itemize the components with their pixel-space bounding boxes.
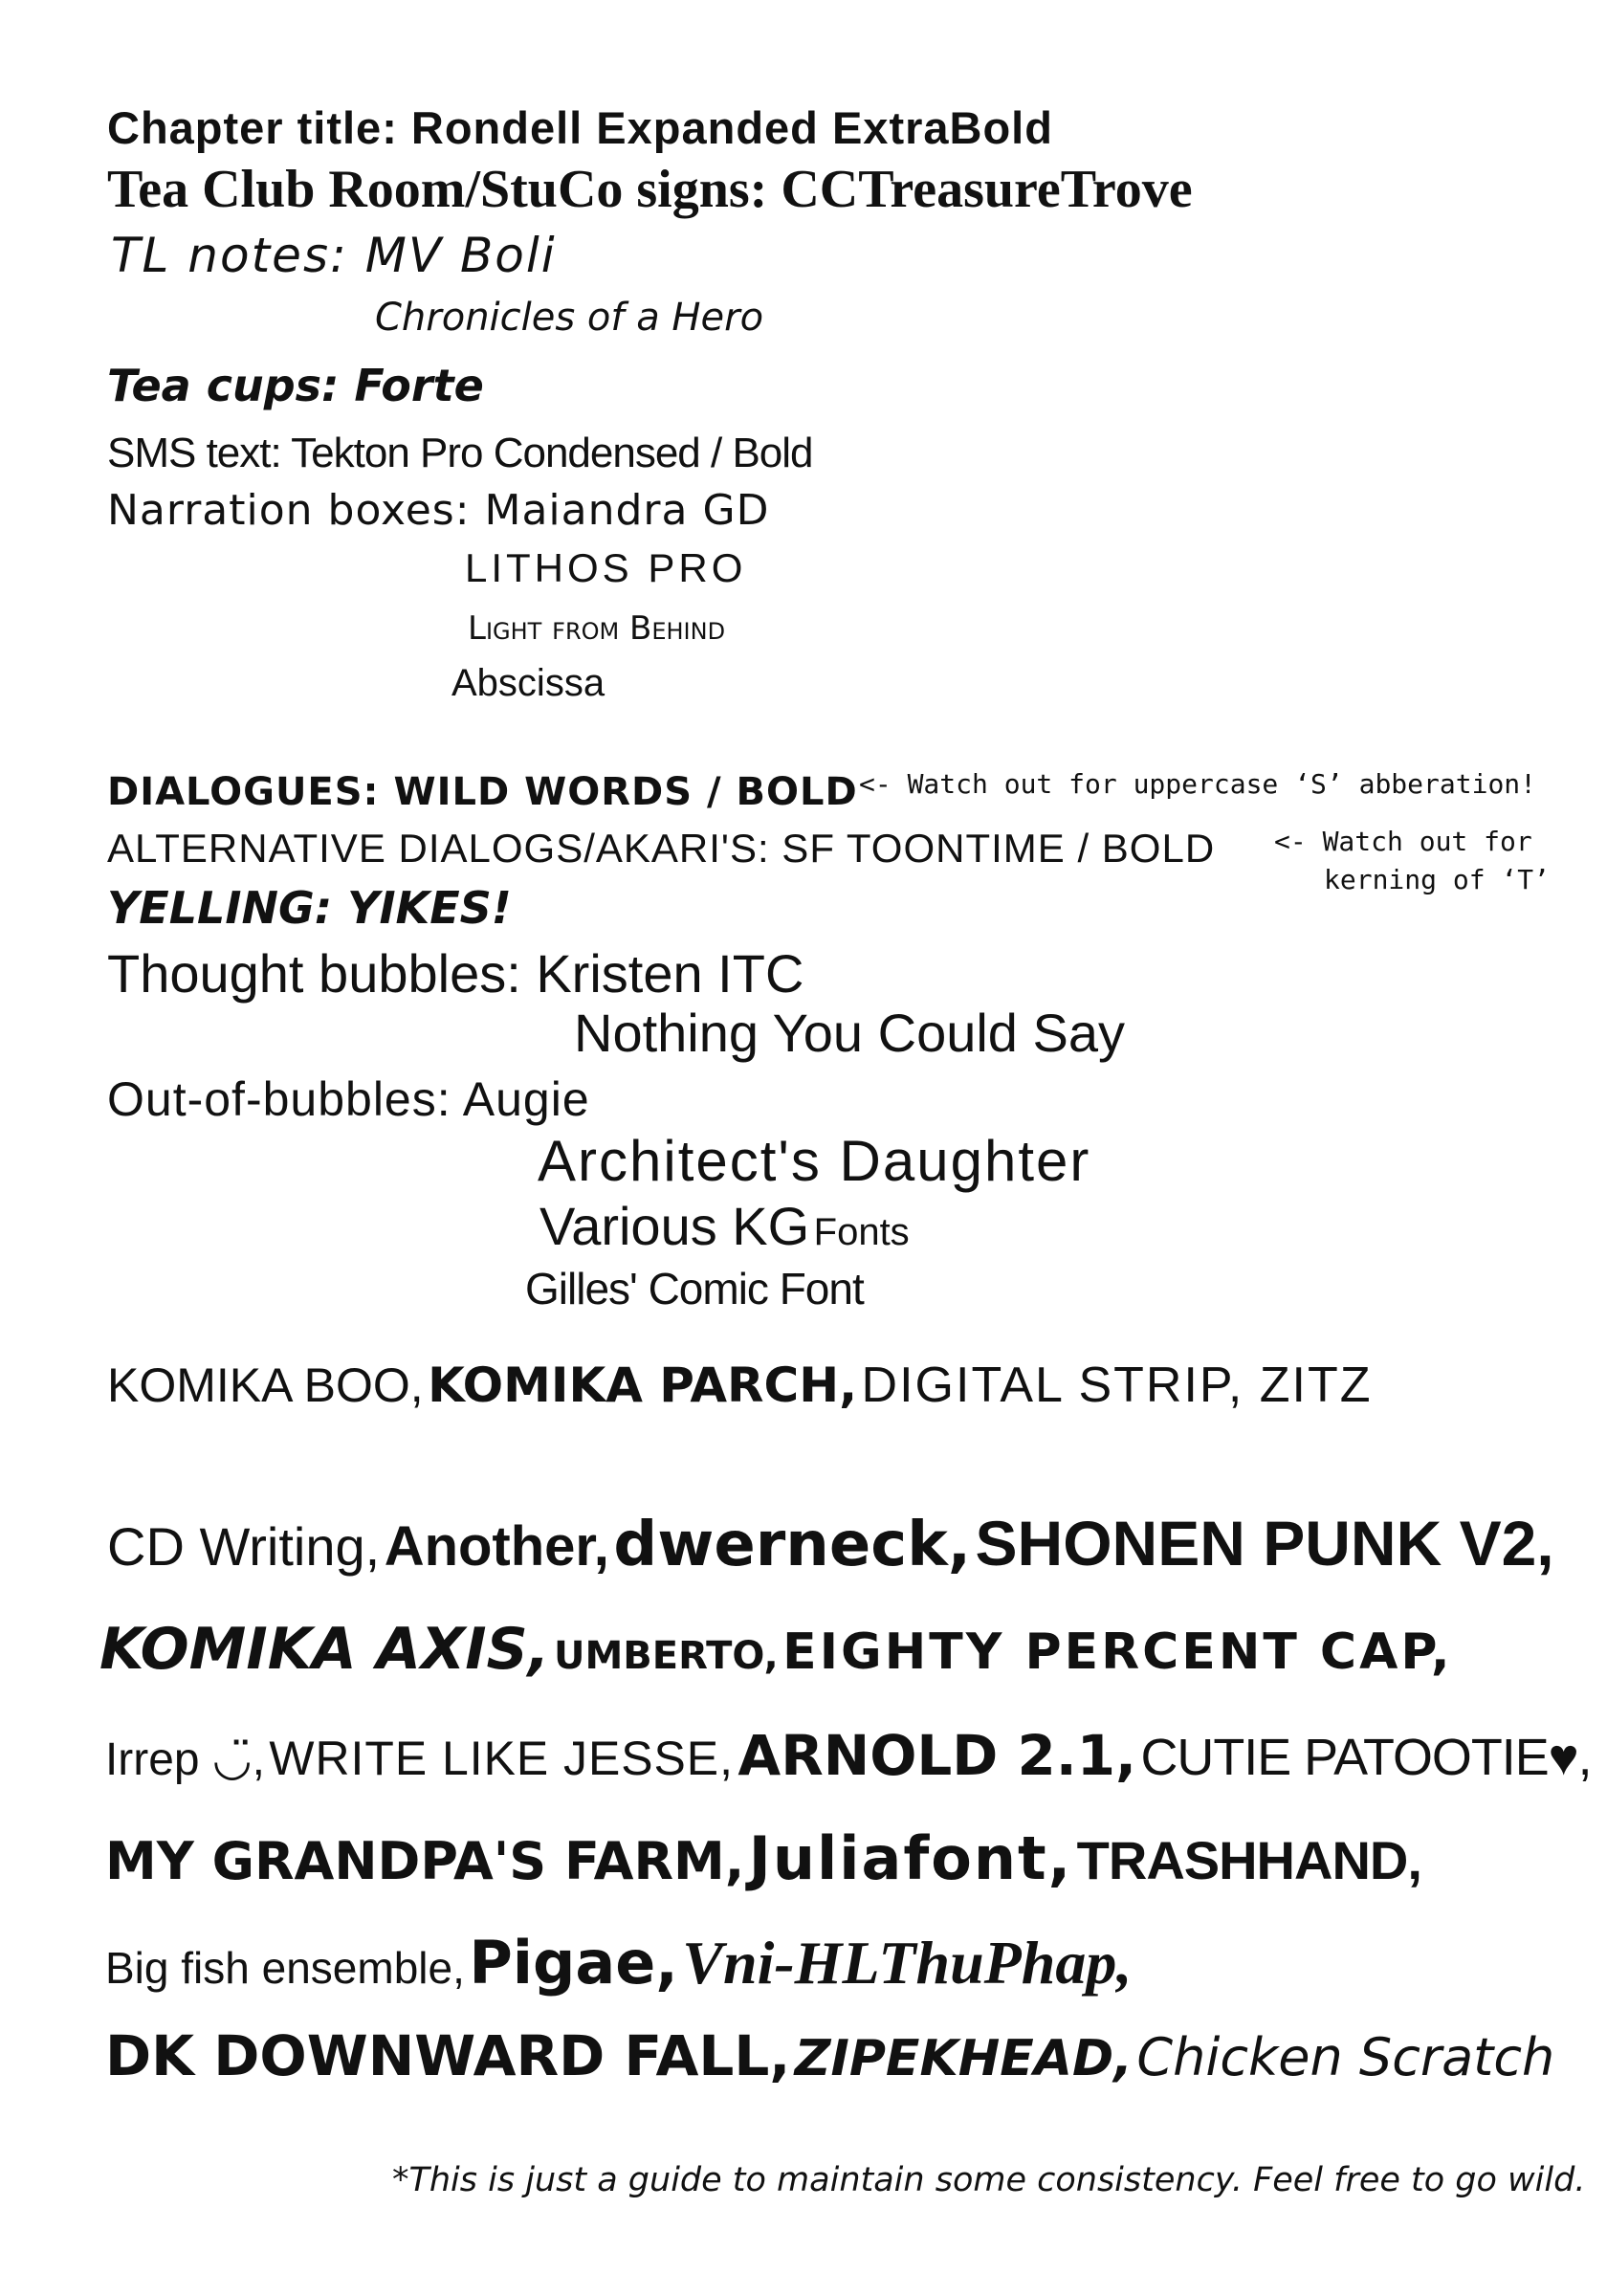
footnote: *This is just a guide to maintain some consistency. Feel free to go wild.: [392, 2161, 1586, 2199]
shonen-punk-label: SHONEN PUNK V2,: [975, 1508, 1554, 1578]
yelling-line: YELLING: YIKES!: [107, 882, 512, 934]
chronicles-of-a-hero-line: Chronicles of a Hero: [375, 296, 764, 340]
sms-text-line: SMS text: Tekton Pro Condensed / Bold: [107, 430, 813, 476]
alternative-dialogs-line: ALTERNATIVE DIALOGS/AKARI'S: SF TOONTIME / BOLD: [107, 826, 1216, 871]
umberto-label: UMBERTO,: [554, 1634, 779, 1678]
nothing-you-could-say-line: Nothing You Could Say: [574, 1003, 1125, 1063]
big-fish-ensemble-label: Big fish ensemble,: [105, 1943, 465, 1993]
arnold-label: ARNOLD 2.1,: [737, 1723, 1137, 1788]
chapter-title-line: Chapter title: Rondell Expanded ExtraBold: [107, 102, 1053, 153]
eighty-percent-cap-label: EIGHTY PERCENT CAP,: [782, 1623, 1453, 1681]
vni-hlthuphap-label: Vni-HLThuPhap,: [682, 1929, 1133, 1997]
trashhand-label: TRASHHAND,: [1076, 1830, 1421, 1890]
pigae-label: Pigae,: [469, 1928, 678, 1998]
thought-bubbles-line: Thought bubbles: Kristen ITC: [107, 943, 804, 1004]
dwerneck-label: dwerneck,: [613, 1510, 972, 1580]
architects-daughter-line: Architect's Daughter: [538, 1129, 1091, 1193]
font-row-6: [105, 2023, 1555, 2088]
alternative-dialogs-note: <- Watch out for: [1274, 826, 1532, 857]
juliafont-label: Juliafont,: [748, 1823, 1073, 1893]
various-kg-fonts-line: [539, 1196, 910, 1256]
irrep-label: Irrep ◡̈,: [105, 1734, 265, 1785]
font-row-4: [105, 1823, 1421, 1893]
dk-downward-fall-label: DK DOWNWARD FALL,: [105, 2023, 791, 2088]
my-grandpas-farm-label: MY GRANDPA'S FARM,: [105, 1831, 745, 1891]
zipperhead-label: ZIPEKHEAD,: [794, 2030, 1133, 2087]
write-like-jesse-label: WRITE LIKE JESSE,: [269, 1732, 734, 1785]
font-row-2: [99, 1616, 1453, 1683]
cd-writing-label: CD Writing,: [107, 1516, 381, 1577]
font-row-1: [107, 1508, 1554, 1580]
tl-notes-line: TL notes: MV Boli: [111, 228, 557, 283]
komika-boo-label: KOMIKA BOO,: [107, 1358, 424, 1412]
gilles-comic-font-line: Gilles' Comic Font: [525, 1264, 864, 1314]
out-of-bubbles-line: Out-of-bubbles: Augie: [107, 1072, 590, 1126]
digital-strip-label: DIGITAL STRIP, ZITZ: [861, 1358, 1373, 1413]
fonts-label: Fonts: [813, 1211, 910, 1253]
light-from-behind-line: Light from Behind: [468, 609, 726, 648]
font-row-5: [105, 1928, 1133, 1998]
another-label: Another,: [384, 1515, 609, 1578]
lithos-pro-line: LITHOS PRO: [465, 545, 747, 590]
narration-boxes-line: Narration boxes: Maiandra GD: [107, 486, 770, 535]
dialogues-line: DIALOGUES: WILD WORDS / BOLD: [107, 770, 858, 814]
abscissa-line: Abscissa: [451, 662, 605, 704]
komika-digital-strip-line: [107, 1358, 1373, 1413]
komika-parch-label: KOMIKA PARCH,: [428, 1358, 858, 1413]
komika-axis-label: KOMIKA AXIS,: [99, 1616, 550, 1683]
various-kg-label: Various KG: [539, 1196, 810, 1256]
font-row-3: [105, 1723, 1592, 1788]
tea-cups-line: Tea cups: Forte: [107, 360, 484, 411]
alternative-dialogs-note-continued: kerning of ‘T’: [1324, 864, 1551, 895]
chicken-scratch-label: Chicken Scratch: [1136, 2027, 1555, 2087]
cutie-patootie-label: CUTIE PATOOTIE♥,: [1140, 1729, 1592, 1786]
dialogues-note: <- Watch out for uppercase ‘S’ abberation!: [859, 768, 1537, 800]
tea-club-line: Tea Club Room/StuCo signs: CCTreasureTrove: [107, 160, 1193, 219]
